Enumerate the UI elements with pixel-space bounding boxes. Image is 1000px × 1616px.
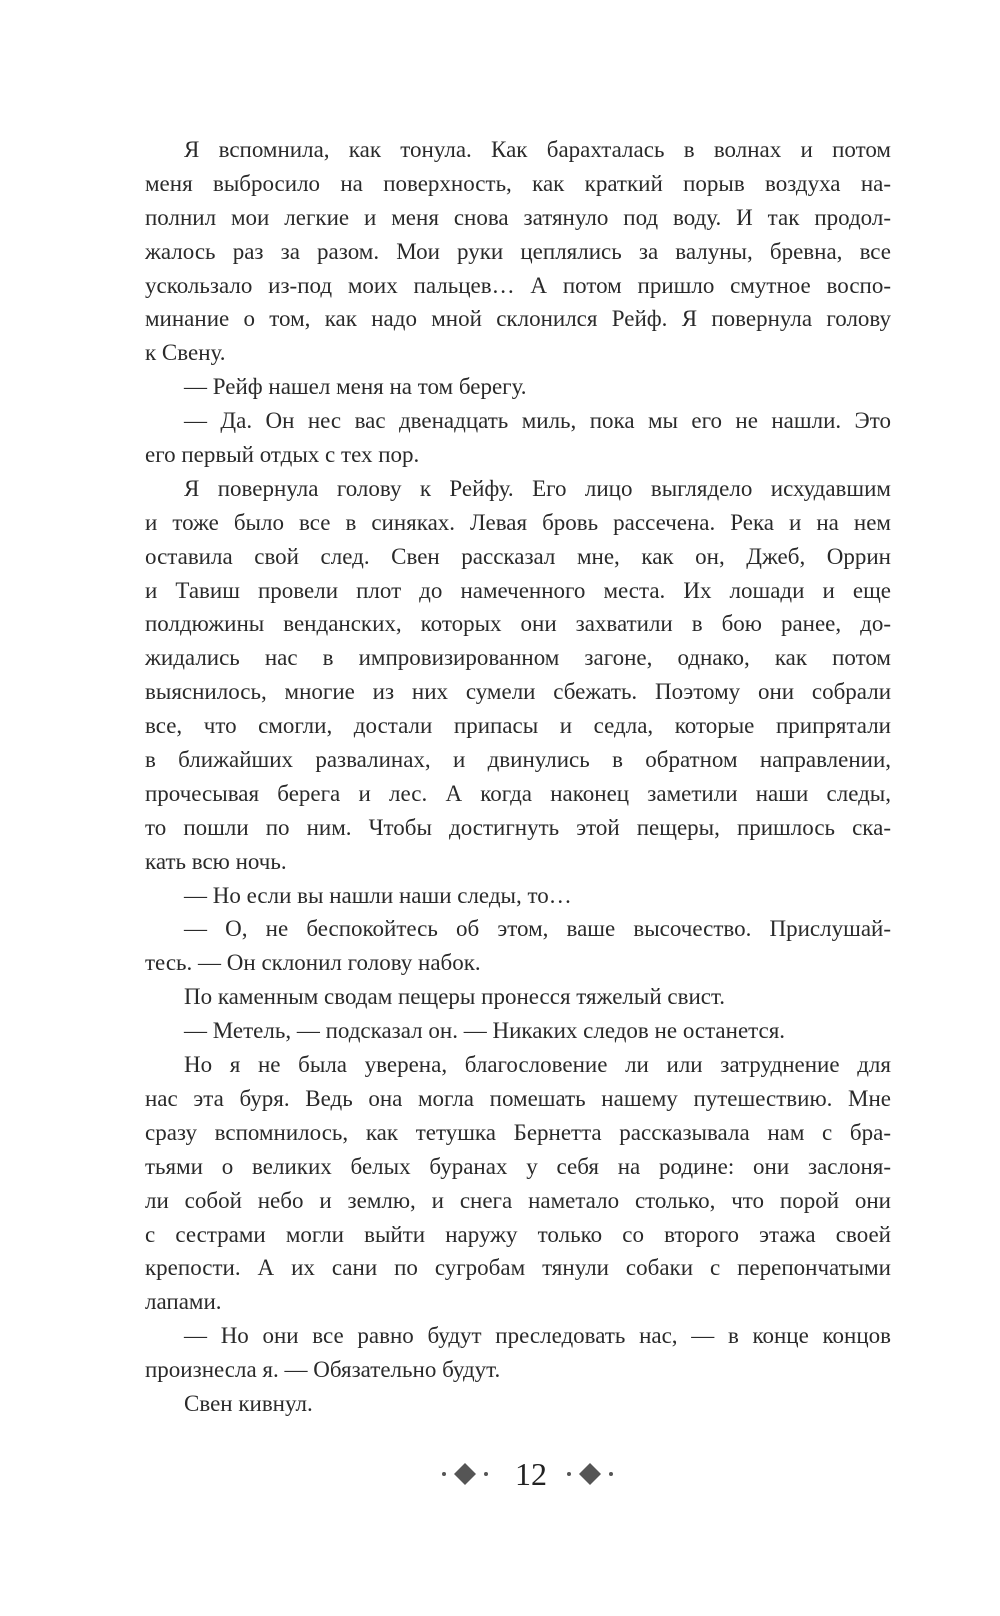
text-line: По каменным сводам пещеры пронесся тяжелый свист.	[184, 984, 726, 1010]
text-line: Я вспомнила, как тонула. Как барахталась в волнах и потом	[184, 137, 891, 162]
text-line: Свен кивнул.	[184, 1390, 313, 1416]
text-line: в ближайших развалинах, и двинулись в обратном направлении,	[145, 747, 891, 773]
text-line: минание о том, как надо мной склонился Рейф. Я повернула голову	[145, 306, 891, 332]
page-body-text	[145, 133, 891, 1421]
text-line: жалось раз за разом. Мои руки цеплялись за валуны, бревна, все	[145, 238, 891, 264]
text-line: — Метель, — подсказал он. — Никаких следов не останется.	[184, 1018, 786, 1044]
diamond-ornament-left-icon	[440, 1460, 490, 1488]
text-line: его первый отдых с тех пор.	[145, 442, 420, 468]
text-line: все, что смогли, достали припасы и седла, которые припрятали	[145, 713, 891, 739]
text-line: то пошли по ним. Чтобы достигнуть этой пещеры, пришлось ска-	[145, 814, 891, 840]
text-line: лапами.	[145, 1289, 222, 1315]
text-line: жидались нас в импровизированном загоне, однако, как потом	[145, 645, 891, 671]
text-line: прочесывая берега и лес. А когда наконец заметили наши следы,	[145, 780, 891, 806]
text-line: тесь. — Он склонил голову набок.	[145, 950, 481, 976]
text-line: полнил мои легкие и меня снова затянуло под воду. И так продол-	[145, 204, 891, 230]
text-line: с сестрами могли выйти наружу только со второго этажа своей	[145, 1221, 891, 1247]
text-line: тьями о великих белых буранах у себя на родине: они заслоня-	[145, 1153, 891, 1179]
text-line: крепости. А их сани по сугробам тянули собаки с перепончатыми	[145, 1255, 891, 1281]
text-line: — Рейф нашел меня на том берегу.	[184, 374, 527, 400]
text-line: — Но они все равно будут преследовать нас, — в конце концов	[184, 1323, 891, 1349]
text-line: кать всю ночь.	[145, 848, 287, 874]
text-line: — О, не беспокойтесь об этом, ваше высочество. Прислушай-	[184, 916, 891, 942]
text-line: и тоже было все в синяках. Левая бровь рассечена. Река и на нем	[145, 509, 891, 535]
text-line: полдюжины венданских, которых они захватили в бою ранее, до-	[145, 611, 891, 637]
text-line: к Свену.	[145, 340, 226, 366]
text-line: нас эта буря. Ведь она могла помешать нашему путешествию. Мне	[145, 1085, 891, 1111]
text-line: оставила свой след. Свен рассказал мне, как он, Джеб, Оррин	[145, 543, 891, 569]
text-line: — Но если вы нашли наши следы, то…	[184, 882, 572, 908]
text-line: меня выбросило на поверхность, как краткий порыв воздуха на-	[145, 170, 891, 196]
text-line: ускользало из-под моих пальцев… А потом пришло смутное воспо-	[145, 272, 891, 298]
page-number: 12	[515, 1456, 547, 1492]
text-line: Но я не была уверена, благословение ли или затруднение для	[184, 1052, 891, 1078]
page-footer	[0, 1452, 1000, 1496]
text-line: — Да. Он нес вас двенадцать миль, пока мы его не нашли. Это	[184, 408, 891, 434]
text-line: Я повернула голову к Рейфу. Его лицо выглядело исхудавшим	[184, 475, 891, 501]
text-line: сразу вспомнилось, как тетушка Бернетта рассказывала нам с бра-	[145, 1119, 891, 1145]
text-line: выяснилось, многие из них сумели сбежать. Поэтому они собрали	[145, 679, 891, 705]
text-line: ли собой небо и землю, и снега наметало столько, что порой они	[145, 1187, 891, 1213]
diamond-ornament-right-icon	[565, 1460, 615, 1488]
text-line: произнесла я. — Обязательно будут.	[145, 1357, 501, 1383]
text-line: и Тавиш провели плот до намеченного места. Их лошади и еще	[145, 577, 891, 603]
